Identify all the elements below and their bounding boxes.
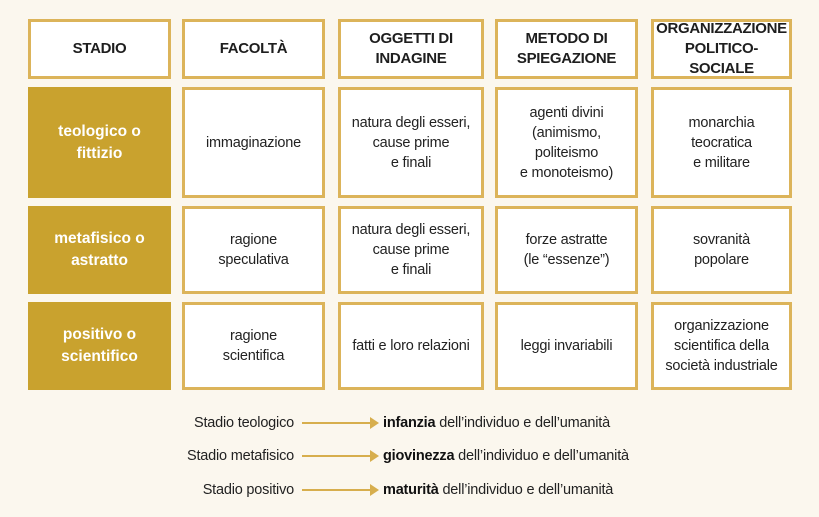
header-metodo: METODO DI SPIEGAZIONE	[495, 19, 638, 79]
stage-positivo: positivo o scientifico	[28, 302, 171, 390]
legend-description	[383, 478, 613, 502]
legend-rest: dell’individuo e dell’umanità	[454, 448, 629, 464]
header-facolta: FACOLTÀ	[182, 19, 325, 79]
arrow-line	[302, 489, 374, 491]
stage-metafisico: metafisico o astratto	[28, 206, 171, 294]
legend-term: giovinezza	[383, 448, 455, 464]
legend-term: maturità	[383, 482, 439, 498]
cell-oggetti-metafisico: natura degli esseri, cause prime e finali	[338, 206, 484, 294]
legend-label: Stadio positivo	[202, 482, 294, 498]
legend-description	[383, 444, 629, 468]
cell-organizzazione-metafisico: sovranità popolare	[651, 206, 792, 294]
header-oggetti: OGGETTI DI INDAGINE	[338, 19, 484, 79]
header-stadio: STADIO	[28, 19, 171, 79]
cell-oggetti-teologico: natura degli esseri, cause prime e finali	[338, 87, 484, 198]
cell-metodo-metafisico: forze astratte (le “essenze”)	[495, 206, 638, 294]
cell-oggetti-positivo: fatti e loro relazioni	[338, 302, 484, 390]
legend-row-teologico	[0, 411, 819, 435]
legend-label: Stadio teologico	[194, 415, 294, 431]
cell-metodo-teologico: agenti divini (animismo, politeismo e monoteismo)	[495, 87, 638, 198]
arrow-right-icon	[370, 417, 379, 429]
header-organizzazione: ORGANIZZAZIONE POLITICO-SOCIALE	[651, 19, 792, 79]
legend-rest: dell’individuo e dell’umanità	[435, 415, 610, 431]
stage-teologico: teologico o fittizio	[28, 87, 171, 198]
arrow-line	[302, 422, 374, 424]
cell-facolta-positivo: ragione scientifica	[182, 302, 325, 390]
legend-rest: dell’individuo e dell’umanità	[438, 482, 614, 498]
cell-facolta-teologico: immaginazione	[182, 87, 325, 198]
arrow-right-icon	[370, 450, 379, 462]
arrow-line	[302, 455, 374, 457]
legend-term: infanzia	[383, 415, 436, 431]
arrow-right-icon	[370, 484, 379, 496]
cell-organizzazione-positivo: organizzazione scientifica della società industriale	[651, 302, 792, 390]
cell-metodo-positivo: leggi invariabili	[495, 302, 638, 390]
legend-label: Stadio metafisico	[186, 448, 294, 464]
cell-facolta-metafisico: ragione speculativa	[182, 206, 325, 294]
legend-row-positivo	[0, 478, 819, 502]
cell-organizzazione-teologico: monarchia teocratica e militare	[651, 87, 792, 198]
legend-row-metafisico	[0, 444, 819, 468]
legend-description	[383, 411, 610, 435]
